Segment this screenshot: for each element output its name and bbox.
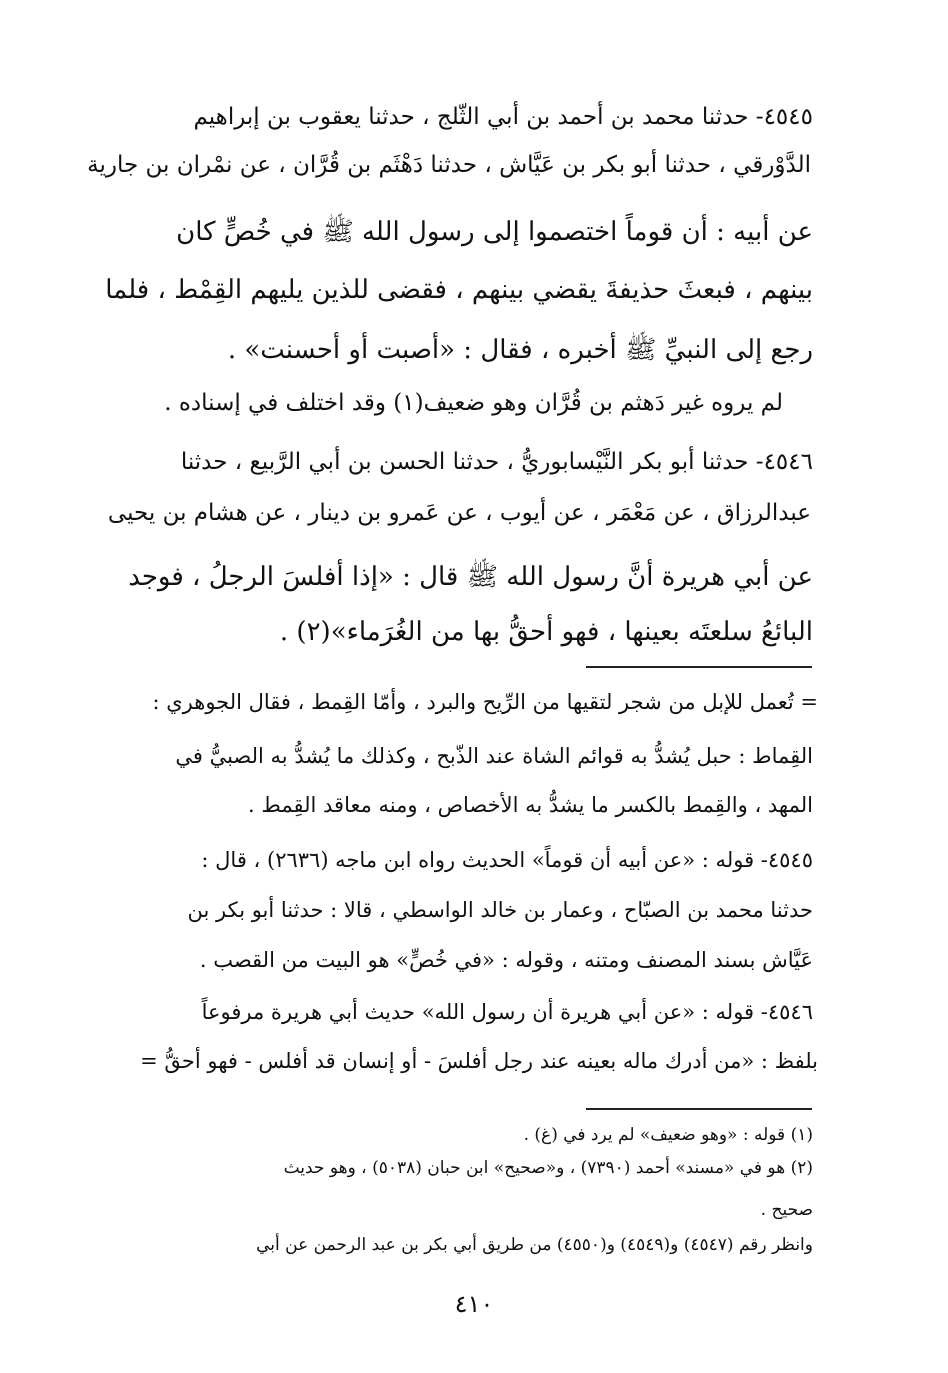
page-number: ٤١٠ [454,1290,494,1318]
commentary-line-2: القِماط : حبل يُشدُّ به قوائم الشاة عند الذّبح ، وكذلك ما يُشدُّ به الصبيُّ في [175,744,813,768]
footnote-2-line-1: (٢) هو في «مسند» أحمد (٧٣٩٠) ، و«صحيح» ابن حبان (٥٠٣٨) ، وهو حديث [283,1158,813,1178]
commentary-line-7: ٤٥٤٦- قوله : «عن أبي هريرة أن رسول الله» حديث أبي هريرة مرفوعاً [201,1000,813,1024]
footnote-1: (١) قوله : «وهو ضعيف» لم يرد في (غ) . [523,1125,813,1145]
hadith-4545-line-5: رجع إلى النبيِّ ﷺ أخبره ، فقال : «أصبت أو أحسنت» . [227,335,813,365]
commentary-line-5: حدثنا محمد بن الصبّاح ، وعمار بن خالد الواسطي ، قالا : حدثنا أبو بكر بن [187,898,813,922]
hadith-4545-grading: لم يروه غير دَهثم بن قُرَّان وهو ضعيف(١) وقد اختلف في إسناده . [164,390,783,416]
hadith-4545-line-2: الدَّوْرقي ، حدثنا أبو بكر بن عَيَّاش ، حدثنا دَهْثَم بن قُرَّان ، عن نمْران بن جارية [87,152,811,178]
hadith-4546-line-4: البائعُ سلعتَه بعينها ، فهو أحقُّ بها من الغُرَماء»(٢) . [279,617,813,647]
commentary-line-6: عَيَّاش بسند المصنف ومتنه ، وقوله : «في خُصٍّ» هو البيت من القصب . [199,948,813,972]
footnote-2-line-3: وانظر رقم (٤٥٤٧) و(٤٥٤٩) و(٤٥٥٠) من طريق أبي بكر بن عبد الرحمن عن أبي [256,1235,813,1255]
hadith-4545-line-3: عن أبيه : أن قوماً اختصموا إلى رسول الله ﷺ في خُصٍّ كان [176,217,813,247]
hadith-4546-line-2: عبدالرزاق ، عن مَعْمَر ، عن أيوب ، عن عَمرو بن دينار ، عن هشام بن يحيى [107,500,811,526]
commentary-line-4: ٤٥٤٥- قوله : «عن أبيه أن قوماً» الحديث رواه ابن ماجه (٢٦٣٦) ، قال : [201,848,813,872]
footnote-divider [586,1108,812,1110]
footnote-2-line-2: صحيح . [760,1200,813,1220]
hadith-4545-line-4: بينهم ، فبعثَ حذيفةَ يقضي بينهم ، فقضى للذين يليهم القِمْط ، فلما [105,275,813,305]
commentary-line-8: بلفظ : «من أدرك ماله بعينه عند رجل أفلسَ - أو إنسان قد أفلس - فهو أحقُّ = [140,1049,818,1073]
commentary-divider [586,666,812,668]
commentary-line-3: المهد ، والقِمط بالكسر ما يشدُّ به الأخصاص ، ومنه معاقد القِمط . [248,793,813,817]
hadith-4545-line-1: ٤٥٤٥- حدثنا محمد بن أحمد بن أبي الثّلج ، حدثنا يعقوب بن إبراهيم [193,104,813,130]
hadith-4546-line-3: عن أبي هريرة أنَّ رسول الله ﷺ قال : «إذا أفلسَ الرجلُ ، فوجد [128,562,813,592]
commentary-line-1: = تُعمل للإبل من شجر لتقيها من الرِّيح والبرد ، وأمّا القِمط ، فقال الجوهري : [152,690,818,714]
hadith-4546-line-1: ٤٥٤٦- حدثنا أبو بكر النَّيْسابوريُّ ، حدثنا الحسن بن أبي الرَّبيع ، حدثنا [180,449,813,475]
